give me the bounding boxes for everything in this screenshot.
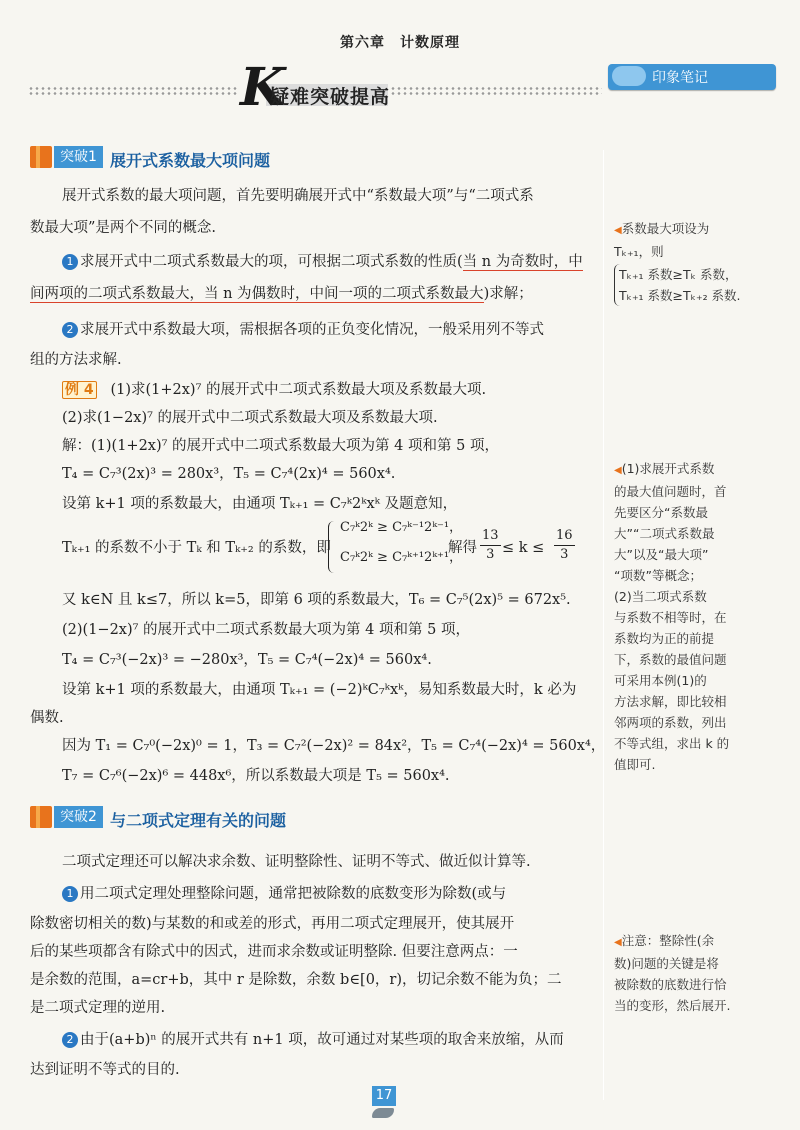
section1-tag: 突破1: [54, 146, 103, 168]
s1-item1-text: 求展开式中二项式系数最大的项，可根据二项式系数的性质(: [80, 254, 463, 270]
side-note-2-line: 不等式组，求出 k 的: [614, 736, 730, 751]
notes-tab-label: 印象笔记: [652, 70, 708, 86]
bird-icon: [372, 1108, 394, 1118]
example-q2: (2)求(1−2x)⁷ 的展开式中二项式系数最大项及系数最大项.: [62, 410, 438, 426]
side-note-2-line: 值即可.: [614, 757, 656, 772]
fraction-16-3: [554, 527, 575, 564]
frac1-numerator: 13: [480, 527, 501, 546]
example-s1: 解：(1)(1+2x)⁷ 的展开式中二项式系数最大项为第 4 项和第 5 项，: [62, 438, 499, 454]
triangle-icon: ◀: [614, 225, 622, 236]
number-badge-2: 2: [62, 322, 78, 338]
side-note-2-line: 邻两项的系数，列出: [614, 715, 727, 730]
s1-item2-line2: 组的方法求解.: [30, 352, 122, 368]
side-note-2-line: 先要区分“系数最: [614, 505, 708, 520]
inequality-middle: ≤ k ≤: [502, 540, 545, 556]
side-note-2-line: “项数”等概念；: [614, 568, 702, 583]
section2-title: 与二项式定理有关的问题: [110, 811, 287, 830]
side-note-2-line: 大”“二项式系数最: [614, 526, 715, 541]
margin-divider: [603, 150, 604, 1100]
side-note-2-line: 方法求解，即比较相: [614, 694, 727, 709]
s1-item1-line2: [30, 280, 533, 308]
section2-tag: 突破2: [54, 806, 103, 828]
side-note-2: [614, 458, 794, 775]
banner-letter: K: [240, 57, 286, 118]
side-note-2-line: 可采用本例(1)的: [614, 673, 707, 688]
frac1-denominator: 3: [486, 547, 495, 562]
side-note-1-line1: 系数最大项设为: [621, 221, 710, 236]
page-number: 17: [372, 1086, 396, 1106]
side-note-3: [614, 930, 794, 1016]
s1-intro-line1: 展开式系数的最大项问题，首先要明确展开式中“系数最大项”与“二项式系: [62, 188, 534, 204]
side-note-2-line: 大”以及“最大项”: [614, 547, 709, 562]
s2-item1-text: 用二项式定理处理整除问题，通常把被除数的底数变形为除数(或与: [80, 886, 507, 902]
fraction-13-3: [480, 527, 501, 564]
example-s3: 设第 k+1 项的系数最大，由通项 Tₖ₊₁ = C₇ᵏ2ᵏxᵏ 及题意知，: [62, 496, 458, 512]
underline-text-2: 间两项的二项式系数最大，当 n 为偶数时，中间一项的二项式系数最大: [30, 286, 484, 302]
example-s10: 因为 T₁ = C₇⁰(−2x)⁰ = 1，T₃ = C₇²(−2x)² = 84x²，T₅ = C₇⁴(−2x)⁴ = 560x⁴，: [62, 738, 606, 754]
book-icon-2: [30, 806, 52, 828]
underline-text-1: 当 n 为奇数时，中: [462, 254, 583, 270]
elephant-icon: [612, 66, 646, 86]
side-note-2-line: (2)当二项式系数: [614, 589, 707, 604]
number-badge-4: 2: [62, 1032, 78, 1048]
s2-item2-line1: [62, 1026, 564, 1054]
s2-item1-line5: 是二项式定理的逆用.: [30, 1000, 166, 1016]
s2-item1-line3: 后的某些项都含有除式中的因式，进而求余数或证明整除. 但要注意两点：一: [30, 944, 518, 960]
example-s4: Tₖ₊₁ 的系数不小于 Tₖ 和 Tₖ₊₂ 的系数，即: [62, 540, 331, 556]
side-note-2-line: 的最大值问题时，首: [614, 484, 727, 499]
banner-dots-right: [390, 86, 602, 96]
s2-item1-line1: [62, 880, 506, 908]
triangle-icon: ◀: [614, 465, 622, 476]
example-s6: (2)(1−2x)⁷ 的展开式中二项式系数最大项为第 4 项和第 5 项，: [62, 622, 470, 638]
number-badge-3: 1: [62, 886, 78, 902]
example-s9: 偶数.: [30, 710, 64, 726]
s2-item1-line2: 除数密切相关的数)与某数的和或差的形式，再用二项式定理展开，使其展开: [30, 916, 515, 932]
side-note-2-line: 与系数不相等时，在: [614, 610, 727, 625]
s1-item1-line1: [62, 248, 583, 276]
s1-item2-line1: [62, 316, 544, 344]
side-note-2-line: 下，系数的最值问题: [614, 652, 727, 667]
section1-title: 展开式系数最大项问题: [110, 151, 271, 170]
s2-item1-line4: 是余数的范围，a=cr+b，其中 r 是除数，余数 b∈[0，r)，切记余数不能为负；二: [30, 972, 562, 988]
s1-item2-text: 求展开式中系数最大项，需根据各项的正负变化情况，一般采用列不等式: [80, 322, 544, 338]
side-note-3-line: ◀注意：整除性(余: [614, 933, 715, 948]
example-s8: 设第 k+1 项的系数最大，由通项 Tₖ₊₁ = (−2)ᵏC₇ᵏxᵏ，易知系数最大时，k 必为: [62, 682, 577, 698]
banner-title: 疑难突破提高: [270, 86, 391, 108]
frac2-denominator: 3: [560, 547, 569, 562]
example-q1: [62, 376, 486, 404]
side-note-1-brace: [614, 264, 794, 306]
solve-text: 解得: [448, 540, 477, 556]
number-badge-1: 1: [62, 254, 78, 270]
example-q1-text: (1)求(1+2x)⁷ 的展开式中二项式系数最大项及系数最大项.: [110, 382, 487, 398]
s2-item2-text: 由于(a+b)ⁿ 的展开式共有 n+1 项，故可通过对某些项的取舍来放缩，从而: [80, 1032, 564, 1048]
example-s2: T₄ = C₇³(2x)³ = 280x³，T₅ = C₇⁴(2x)⁴ = 560x⁴.: [62, 466, 396, 482]
side-note-3-line: 数)问题的关键是将: [614, 956, 719, 971]
example-s11: T₇ = C₇⁶(−2x)⁶ = 448x⁶，所以系数最大项是 T₅ = 560x⁴.: [62, 768, 450, 784]
frac2-numerator: 16: [554, 527, 575, 546]
side-note-2-line: ◀(1)求展开式系数: [614, 461, 715, 476]
side-note-2-line: 系数均为正的前提: [614, 631, 715, 646]
example-s5: 又 k∈N 且 k≤7，所以 k=5，即第 6 项的系数最大，T₆ = C₇⁵(2x)⁵ = 672x⁵.: [62, 592, 571, 608]
side-note-1: [614, 218, 794, 306]
side-note-1-line3: Tₖ₊₁ 系数≥Tₖ 系数，: [619, 267, 738, 282]
side-note-1-line4: Tₖ₊₁ 系数≥Tₖ₊₂ 系数.: [619, 288, 741, 303]
s1-item1-end: )求解；: [483, 286, 533, 302]
side-note-3-line: 当的变形，然后展开.: [614, 998, 731, 1013]
s2-item2-line2: 达到证明不等式的目的.: [30, 1062, 180, 1078]
side-note-1-line2: Tₖ₊₁，则: [614, 244, 664, 259]
example-tag: 例 4: [62, 381, 97, 399]
system-eq2: C₇ᵏ2ᵏ ≥ C₇ᵏ⁺¹2ᵏ⁺¹，: [340, 550, 463, 565]
system-brace: [328, 521, 337, 573]
triangle-icon: ◀: [614, 937, 622, 948]
s2-intro: 二项式定理还可以解决求余数、证明整除性、证明不等式、做近似计算等.: [62, 854, 531, 870]
chapter-header: 第六章 计数原理: [340, 35, 460, 51]
example-s7: T₄ = C₇³(−2x)³ = −280x³，T₅ = C₇⁴(−2x)⁴ = 560x⁴.: [62, 652, 432, 668]
side-note-3-line: 被除数的底数进行恰: [614, 977, 727, 992]
s1-intro-line2: 数最大项”是两个不同的概念.: [30, 220, 217, 236]
book-icon: [30, 146, 52, 168]
system-eq1: C₇ᵏ2ᵏ ≥ C₇ᵏ⁻¹2ᵏ⁻¹，: [340, 520, 463, 535]
banner-dots-left: [28, 86, 238, 96]
